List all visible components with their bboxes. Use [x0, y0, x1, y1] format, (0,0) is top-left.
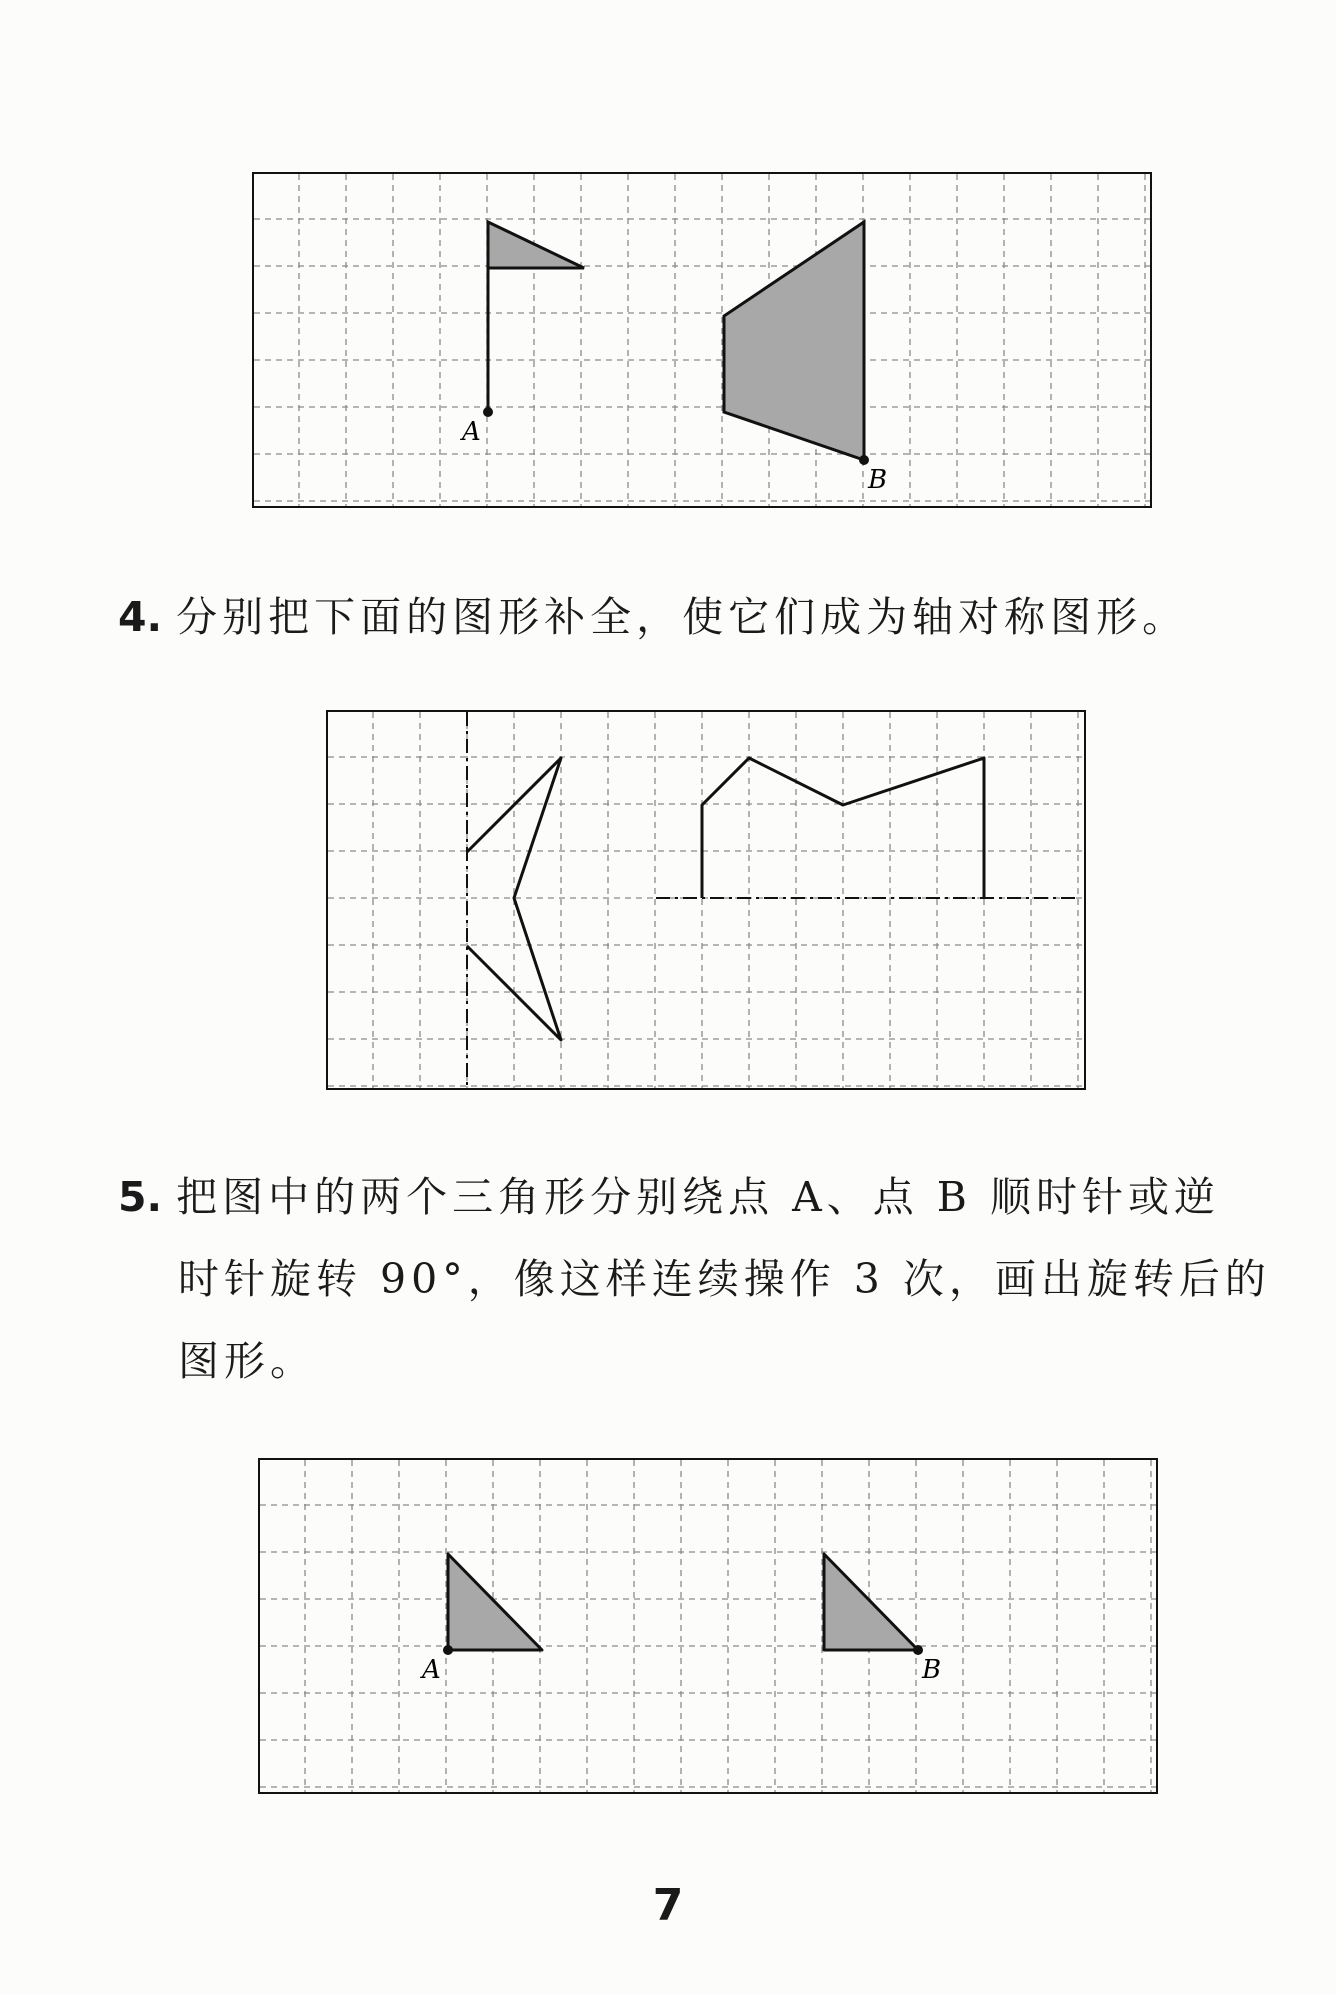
label-b: B: [922, 1655, 942, 1685]
grid-border: [327, 711, 1085, 1089]
point-b: [859, 455, 869, 465]
triangle-at-b: [824, 1554, 918, 1650]
question-5-line-2: 时针旋转 90°，像这样连续操作 3 次，画出旋转后的: [178, 1255, 1271, 1303]
grid-border: [259, 1459, 1157, 1793]
page-number: 7: [652, 1880, 684, 1931]
label-b: B: [868, 465, 888, 495]
label-a: A: [422, 1655, 441, 1685]
figure-flag-and-quadrilateral: [252, 172, 1152, 508]
question-4-number: 4.: [118, 593, 163, 641]
grid-dashed-lines: [328, 712, 1084, 1088]
figure-rotation-triangles: [258, 1458, 1158, 1794]
grid-dashed-lines: [260, 1460, 1156, 1792]
triangle-at-a: [448, 1554, 542, 1650]
grid-dashed-lines: [254, 174, 1150, 506]
question-4: [118, 576, 1238, 658]
figure-symmetry-completion: [326, 710, 1086, 1090]
question-4-text: 分别把下面的图形补全，使它们成为轴对称图形。: [176, 593, 1189, 641]
question-5-line-3: 图形。: [178, 1337, 316, 1385]
point-b: [913, 1645, 923, 1655]
grid-border: [253, 173, 1151, 507]
question-5: [118, 1156, 1271, 1402]
point-a: [443, 1645, 453, 1655]
flag-triangle: [488, 222, 584, 268]
label-a: A: [462, 417, 481, 447]
quadrilateral-shape: [724, 222, 864, 460]
question-5-number: 5.: [118, 1173, 163, 1221]
point-a: [483, 407, 493, 417]
question-5-line-1: 把图中的两个三角形分别绕点 A、点 B 顺时针或逆: [176, 1173, 1220, 1221]
